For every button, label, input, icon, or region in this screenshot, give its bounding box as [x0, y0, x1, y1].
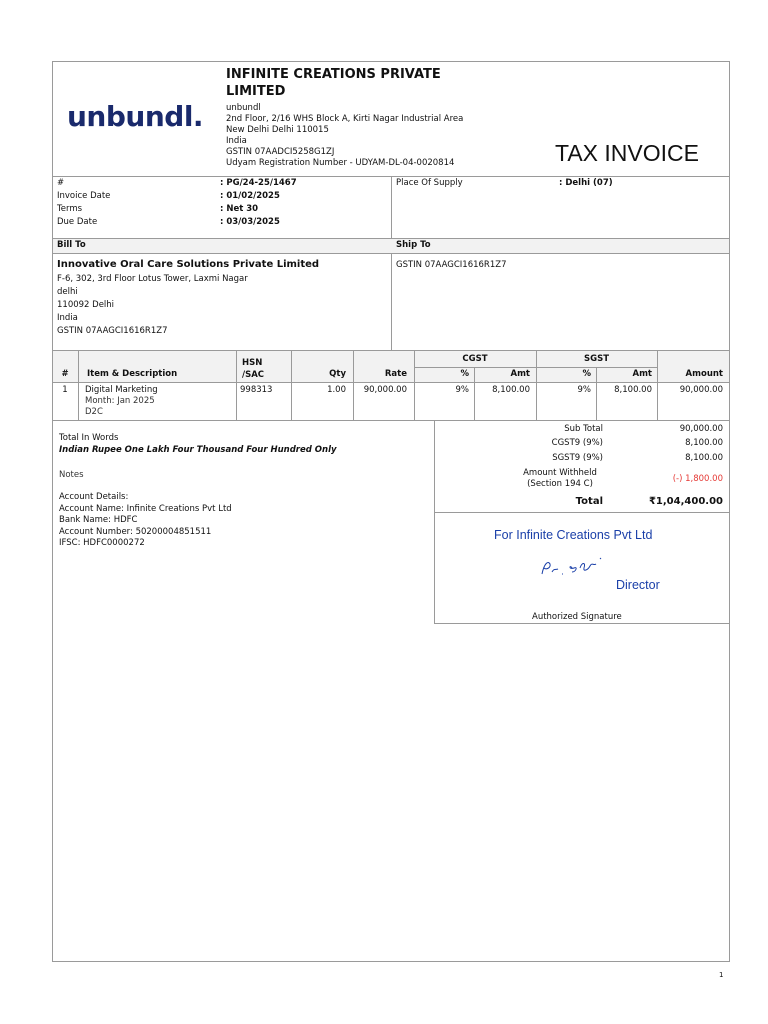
company-address	[226, 103, 463, 169]
item-cgst-pct: 9%	[455, 385, 469, 395]
col-cgst-pct-header: %	[460, 369, 469, 379]
withheld-label-line2: (Section 194 C)	[527, 479, 593, 489]
company-address-line1: 2nd Floor, 2/16 WHS Block A, Kirti Nagar Industrial Area	[226, 114, 464, 124]
subtotal-value: 90,000.00	[679, 424, 723, 434]
company-short-name: unbundl	[226, 103, 261, 113]
place-of-supply-label: Place Of Supply	[396, 178, 463, 188]
divider	[236, 350, 237, 420]
bill-to-line2: delhi	[57, 287, 78, 297]
authorized-signature-caption: Authorized Signature	[532, 612, 622, 622]
signature-firm-name: For Infinite Creations Pvt Ltd	[494, 528, 653, 542]
subtotal-label: Sub Total	[564, 424, 603, 434]
withheld-label-line1: Amount Withheld	[523, 468, 597, 478]
invoice-meta-labels	[57, 177, 110, 229]
address-header-bar	[53, 238, 729, 253]
company-gstin: GSTIN 07AADCI5258G1ZJ	[226, 147, 335, 157]
col-sgst-amt-header: Amt	[632, 369, 652, 379]
terms-value: : Net 30	[220, 204, 259, 214]
handwritten-signature	[538, 552, 608, 582]
account-number: Account Number: 50200004851511	[59, 526, 212, 537]
account-details	[59, 492, 232, 550]
divider	[52, 382, 730, 383]
col-sgst-pct-header: %	[582, 369, 591, 379]
account-name: Account Name: Infinite Creations Pvt Ltd	[59, 503, 232, 514]
withheld-value: (-) 1,800.00	[672, 474, 723, 484]
invoice-number-label: #	[57, 178, 65, 188]
item-qty: 1.00	[327, 385, 346, 395]
total-value: ₹1,04,400.00	[648, 496, 723, 507]
divider	[78, 350, 79, 420]
item-num: 1	[62, 385, 68, 395]
invoice-meta-values	[220, 177, 297, 229]
divider	[52, 420, 730, 421]
bill-to-line3: 110092 Delhi	[57, 300, 115, 310]
col-hsn-header-line1: HSN	[242, 358, 263, 368]
notes-label: Notes	[59, 470, 84, 480]
col-rate-header: Rate	[384, 369, 407, 379]
bill-to-line4: India	[57, 313, 78, 323]
divider	[434, 420, 435, 623]
page-number: 1	[719, 971, 724, 979]
account-heading: Account Details:	[59, 492, 129, 502]
divider	[391, 176, 392, 350]
divider	[434, 623, 730, 624]
invoice-date: : 01/02/2025	[220, 191, 280, 201]
col-cgst-amt-header: Amt	[510, 369, 530, 379]
unbundl-logo: unbundl.	[67, 100, 204, 133]
item-cgst-amt: 8,100.00	[492, 385, 530, 395]
divider	[434, 512, 730, 513]
bill-to-gstin: GSTIN 07AAGCI1616R1Z7	[57, 326, 168, 336]
bill-to-line1: F-6, 302, 3rd Floor Lotus Tower, Laxmi Nagar	[57, 274, 248, 284]
item-amount: 90,000.00	[679, 385, 723, 395]
col-num-header: #	[61, 369, 69, 379]
divider	[52, 253, 730, 254]
item-name: Digital Marketing	[85, 385, 158, 395]
company-name: INFINITE CREATIONS PRIVATE LIMITED	[226, 67, 441, 99]
total-in-words-label: Total In Words	[59, 433, 119, 443]
withheld-label	[505, 468, 615, 490]
ifsc-code: IFSC: HDFC0000272	[59, 538, 145, 548]
company-country: India	[226, 136, 247, 146]
bill-to-heading: Bill To	[57, 240, 86, 250]
item-hsn: 998313	[240, 385, 273, 395]
due-date: : 03/03/2025	[220, 217, 280, 227]
item-sgst-pct: 9%	[577, 385, 591, 395]
col-item-header: Item & Description	[87, 369, 178, 379]
place-of-supply: : Delhi (07)	[559, 178, 613, 188]
sgst-label: SGST9 (9%)	[552, 453, 603, 463]
divider	[52, 238, 730, 239]
bill-to-address	[57, 273, 248, 338]
terms-label: Terms	[57, 204, 83, 214]
col-amount-header: Amount	[685, 369, 723, 379]
item-description	[85, 385, 158, 418]
company-address-line2: New Delhi Delhi 110015	[226, 125, 329, 135]
sgst-value: 8,100.00	[685, 453, 723, 463]
col-hsn-header	[242, 357, 264, 381]
signature-title: Director	[616, 578, 660, 592]
total-label: Total	[575, 496, 603, 507]
ship-to-gstin: GSTIN 07AAGCI1616R1Z7	[396, 260, 507, 270]
invoice-number: : PG/24-25/1467	[220, 178, 297, 188]
bank-name: Bank Name: HDFC	[59, 515, 138, 525]
item-desc-line2: D2C	[85, 407, 103, 417]
invoice-date-label: Invoice Date	[57, 191, 111, 201]
col-hsn-header-line2: /SAC	[242, 370, 265, 380]
item-rate: 90,000.00	[363, 385, 407, 395]
item-sgst-amt: 8,100.00	[614, 385, 652, 395]
item-desc-line1: Month: Jan 2025	[85, 396, 155, 406]
bill-to-name: Innovative Oral Care Solutions Private Limited	[57, 259, 320, 270]
cgst-label: CGST9 (9%)	[551, 438, 603, 448]
total-in-words: Indian Rupee One Lakh Four Thousand Four Hundred Only	[59, 445, 337, 455]
col-qty-header: Qty	[329, 369, 346, 379]
document-title: TAX INVOICE	[555, 140, 699, 166]
col-cgst-header: CGST	[462, 354, 488, 364]
divider	[52, 350, 730, 351]
ship-to-heading: Ship To	[396, 240, 431, 250]
company-udyam: Udyam Registration Number - UDYAM-DL-04-0020814	[226, 158, 455, 168]
due-date-label: Due Date	[57, 217, 98, 227]
col-sgst-header: SGST	[583, 354, 610, 364]
cgst-value: 8,100.00	[685, 438, 723, 448]
